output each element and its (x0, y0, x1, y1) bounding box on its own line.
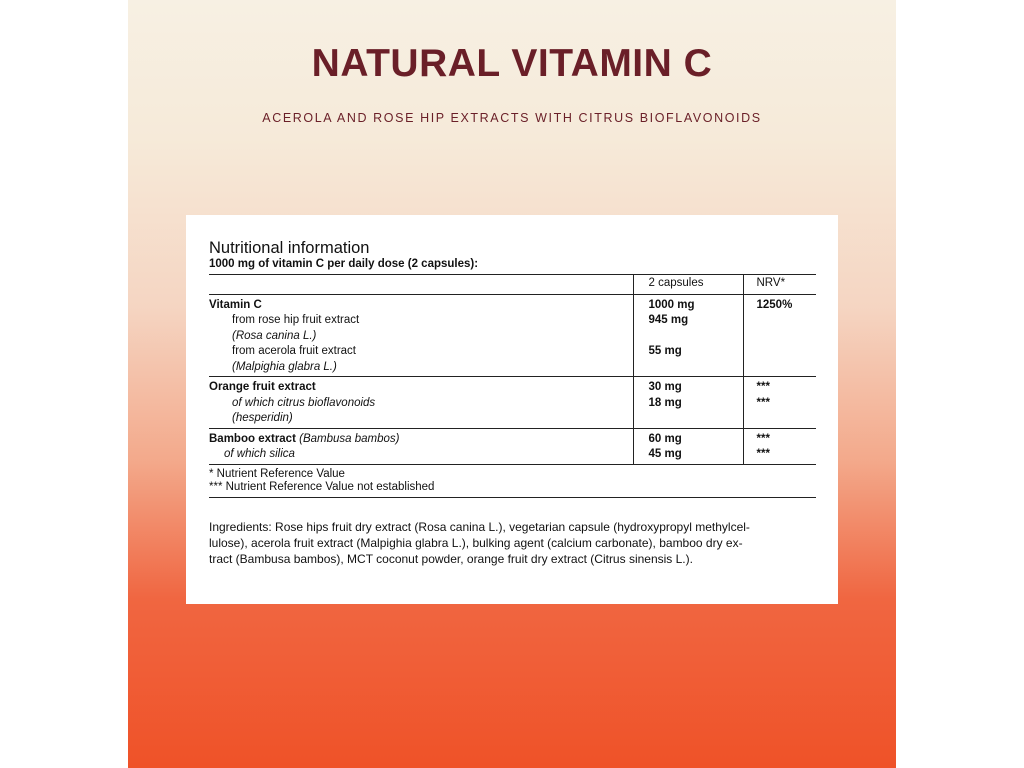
empty-cell (633, 411, 743, 428)
ingredients-text (209, 519, 816, 567)
empty-cell (743, 360, 816, 377)
hesperidin-label: (hesperidin) (209, 411, 633, 428)
empty-cell (743, 344, 816, 360)
orange-extract-dose: 30 mg (633, 377, 743, 396)
table-row (209, 411, 816, 428)
table-header-row (209, 275, 816, 295)
rose-hip-latin: (Rosa canina L.) (232, 329, 317, 342)
vitamin-c-nrv: 1250% (743, 294, 816, 313)
table-row (209, 360, 816, 377)
bamboo-extract-name: Bamboo extract (209, 432, 296, 445)
table-row (209, 294, 816, 313)
acerola-latin: (Malpighia glabra L.) (209, 360, 633, 377)
header-nrv: NRV* (743, 275, 816, 295)
footnote-nrv-not-established: *** Nutrient Reference Value not established (209, 480, 435, 493)
bioflavonoids-dose: 18 mg (633, 396, 743, 412)
acerola-source: from acerola fruit extract (232, 345, 356, 357)
nutrition-panel (209, 239, 816, 498)
product-subtitle: ACEROLA AND ROSE HIP EXTRACTS WITH CITRUS BIOFLAVONOIDS (262, 111, 762, 125)
product-title: NATURAL VITAMIN C (311, 42, 713, 85)
silica-dose: 45 mg (633, 447, 743, 464)
nutrition-subtitle: 1000 mg of vitamin C per daily dose (2 capsules): (209, 258, 479, 270)
footnote-nrv: * Nutrient Reference Value (209, 467, 345, 480)
orange-extract-name: Orange fruit extract (209, 381, 316, 393)
silica-label: of which silica (209, 447, 633, 464)
nutrition-card (186, 215, 838, 604)
footnotes (209, 464, 816, 497)
empty-cell (633, 329, 743, 345)
table-row (209, 377, 816, 396)
rose-hip-dose: 945 mg (633, 313, 743, 329)
nutrition-title: Nutritional information (209, 239, 370, 257)
silica-nrv: *** (743, 447, 816, 464)
empty-cell (633, 360, 743, 377)
header-dose: 2 capsules (633, 275, 743, 295)
ingredients-line: Ingredients: Rose hips fruit dry extract (Rosa canina L.), vegetarian capsule (hydroxypropyl methylcel- (209, 520, 750, 534)
bamboo-extract-nrv: *** (743, 428, 816, 447)
vitamin-c-dose: 1000 mg (633, 294, 743, 313)
bioflavonoids-nrv: *** (743, 396, 816, 412)
empty-cell (743, 313, 816, 329)
rose-hip-source: from rose hip fruit extract (232, 314, 360, 326)
orange-extract-nrv: *** (743, 377, 816, 396)
empty-cell (743, 329, 816, 345)
footnote-row (209, 464, 816, 497)
empty-cell (743, 411, 816, 428)
table-row (209, 313, 816, 329)
ingredients-line: tract (Bambusa bambos), MCT coconut powder, orange fruit dry extract (Citrus sinensis L.). (209, 552, 693, 566)
product-poster (128, 0, 896, 768)
table-row (209, 428, 816, 447)
bamboo-extract-dose: 60 mg (633, 428, 743, 447)
table-row (209, 329, 816, 345)
acerola-dose: 55 mg (633, 344, 743, 360)
table-row (209, 344, 816, 360)
bioflavonoids-label: of which citrus bioflavonoids (232, 396, 376, 409)
table-row (209, 447, 816, 464)
ingredients-line: lulose), acerola fruit extract (Malpighia glabra L.), bulking agent (calcium carbonate), bamboo dry ex- (209, 536, 743, 550)
nutrition-table (209, 274, 816, 498)
bamboo-extract-cell (209, 428, 633, 447)
vitamin-c-name: Vitamin C (209, 298, 262, 311)
bamboo-extract-latin: (Bambusa bambos) (299, 432, 400, 445)
table-row (209, 396, 816, 412)
header-empty-cell (209, 275, 633, 295)
